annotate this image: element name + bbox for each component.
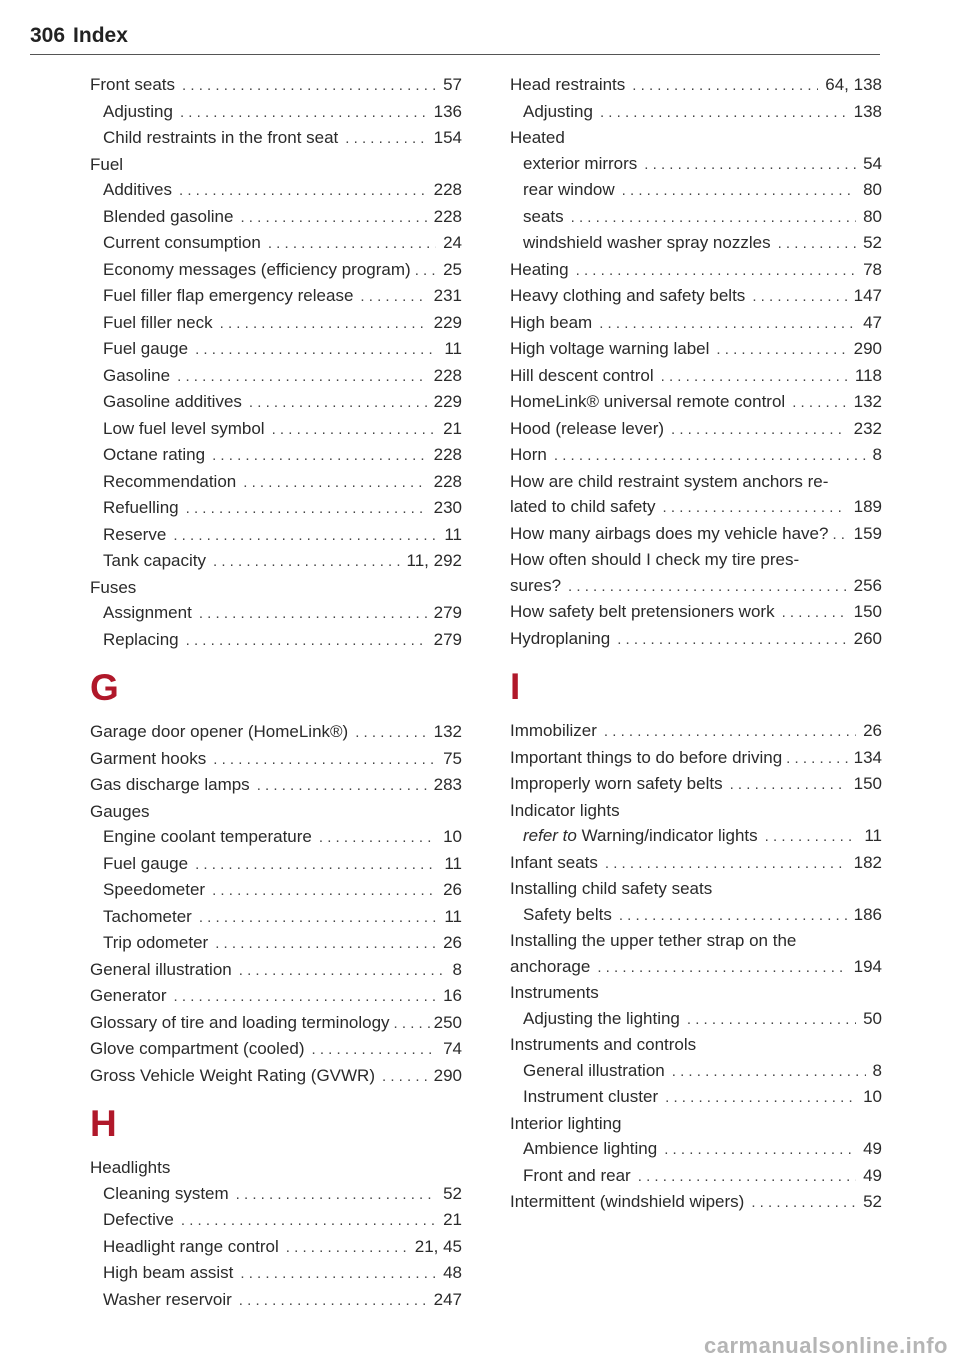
entry-term: Fuel gauge	[103, 339, 189, 358]
index-subentry	[510, 902, 882, 929]
index-heading-instruments-controls: Instruments and controls	[510, 1035, 697, 1054]
entry-term: Fuel filler flap emergency release	[103, 286, 354, 305]
index-entry	[510, 521, 882, 548]
entry-page: 118	[854, 365, 882, 385]
index-subentry	[90, 416, 462, 443]
index-entry	[510, 954, 882, 981]
entry-page: 26	[443, 880, 462, 899]
entry-page: 159	[853, 523, 882, 543]
entry-term: Adjusting	[103, 101, 173, 121]
index-entry	[510, 442, 882, 469]
entry-term: Low fuel level symbol	[103, 418, 265, 438]
index-entry	[510, 494, 882, 521]
index-subentry	[90, 904, 462, 931]
index-subentry	[90, 522, 462, 549]
entry-term: exterior mirrors	[523, 153, 638, 173]
index-heading-gauges: Gauges	[90, 801, 150, 821]
index-subentry	[90, 1234, 462, 1261]
index-entry	[510, 389, 882, 416]
entry-term: High voltage warning label	[510, 339, 710, 358]
entry-term: Gasoline	[103, 365, 171, 385]
entry-term: Infant seats	[510, 852, 598, 872]
index-subentry	[90, 627, 462, 654]
index-heading-heated: Heated	[510, 128, 565, 147]
index-subentry	[510, 204, 882, 231]
entry-page: 49	[863, 1165, 882, 1185]
entry-page: 75	[443, 748, 462, 768]
index-entry	[90, 772, 462, 799]
entry-page: 147	[853, 286, 882, 305]
entry-page: 78	[863, 259, 882, 279]
entry-term: Blended gasoline	[103, 206, 234, 226]
entry-page: 80	[863, 206, 882, 226]
entry-page: 150	[853, 602, 882, 621]
entry-term: anchorage	[510, 956, 591, 976]
page-title: Index	[73, 24, 128, 47]
index-column-right	[510, 72, 882, 1216]
index-entry	[90, 746, 462, 773]
entry-page: 279	[433, 629, 462, 649]
index-entry	[510, 283, 882, 310]
entry-page: 54	[863, 153, 882, 173]
entry-page: 52	[863, 1192, 882, 1211]
index-heading-instruments: Instruments	[510, 983, 599, 1002]
index-subentry	[90, 177, 462, 204]
entry-page: 154	[433, 128, 462, 147]
entry-term: Reserve	[103, 524, 167, 544]
entry-page: 57	[443, 75, 462, 94]
entry-term: lated to child safety	[510, 497, 656, 516]
entry-page: 8	[872, 445, 882, 464]
entry-term: Gross Vehicle Weight Rating (GVWR)	[90, 1065, 375, 1085]
entry-page: 47	[863, 312, 882, 332]
index-subentry	[90, 1260, 462, 1287]
entry-page: 228	[433, 471, 462, 491]
entry-page: 10	[863, 1087, 882, 1106]
entry-page: 132	[433, 722, 462, 741]
index-entry	[510, 745, 882, 772]
index-subentry	[90, 99, 462, 126]
entry-term: Glove compartment (cooled)	[90, 1039, 305, 1058]
entry-term: Heating	[510, 259, 569, 279]
entry-term: Engine coolant temperature	[103, 827, 312, 846]
entry-term: Replacing	[103, 629, 179, 649]
entry-term: Cleaning system	[103, 1183, 229, 1203]
entry-page: 232	[853, 418, 882, 438]
entry-term: Instrument cluster	[523, 1087, 659, 1106]
entry-page: 11	[444, 906, 462, 926]
entry-term: Hood (release lever)	[510, 418, 665, 438]
index-entry	[510, 336, 882, 363]
entry-page: 247	[433, 1289, 462, 1309]
watermark-text: carmanualsonline.info	[704, 1333, 948, 1358]
index-heading-installing: Installing child safety seats	[510, 879, 713, 898]
entry-page: 21, 45	[414, 1236, 462, 1256]
index-subentry	[510, 99, 882, 126]
entry-term: High beam assist	[103, 1263, 234, 1282]
entry-term: Trip odometer	[103, 933, 209, 952]
entry-term: Economy messages (efficiency program)	[103, 259, 411, 279]
index-heading-interior: Interior lighting	[510, 1113, 622, 1133]
entry-term: High beam	[510, 312, 593, 332]
index-entry	[90, 983, 462, 1010]
index-entry-wrapped: How often should I check my tire pres-	[510, 550, 800, 569]
entry-term: Recommendation	[103, 471, 237, 491]
index-subentry	[90, 230, 462, 257]
entry-term: General illustration	[90, 959, 232, 979]
index-heading-fuel: Fuel	[90, 154, 124, 174]
entry-term: Assignment	[103, 603, 192, 622]
entry-term: Garage door opener (HomeLink®)	[90, 722, 349, 741]
entry-term: Important things to do before driving	[510, 747, 783, 767]
entry-page: 52	[863, 233, 882, 252]
entry-term: Glossary of tire and loading terminology	[90, 1012, 390, 1032]
entry-page: 49	[863, 1139, 882, 1158]
entry-page: 230	[433, 498, 462, 517]
entry-term: rear window	[523, 180, 615, 199]
entry-page: 279	[433, 603, 462, 622]
index-subentry	[90, 851, 462, 878]
entry-term: Washer reservoir	[103, 1289, 232, 1309]
index-heading-fuses: Fuses	[90, 577, 137, 597]
page-number: 306	[30, 24, 66, 47]
entry-page: 80	[863, 180, 882, 199]
entry-term: Garment hooks	[90, 748, 207, 768]
entry-page: 228	[433, 445, 462, 464]
section-letter-g: G	[90, 667, 119, 708]
index-entry	[510, 310, 882, 337]
index-subentry	[90, 389, 462, 416]
entry-page: 11	[444, 524, 462, 544]
entry-term: Horn	[510, 445, 547, 464]
entry-term: windshield washer spray nozzles	[523, 233, 771, 252]
entry-term: Speedometer	[103, 880, 206, 899]
entry-page: 189	[853, 497, 882, 516]
entry-term: Defective	[103, 1210, 174, 1229]
index-entry	[510, 626, 882, 653]
entry-page: 8	[452, 959, 462, 979]
index-subentry	[510, 1163, 882, 1190]
entry-page: 25	[443, 259, 462, 279]
entry-page: 11, 292	[406, 551, 462, 570]
entry-page: 229	[433, 392, 462, 411]
index-entry	[510, 72, 882, 99]
index-subentry	[90, 1287, 462, 1314]
entry-page: 228	[433, 180, 462, 199]
entry-term: sures?	[510, 575, 562, 595]
index-entry	[510, 363, 882, 390]
index-subentry	[90, 1207, 462, 1234]
entry-page: 24	[443, 233, 462, 252]
index-subentry	[90, 548, 462, 575]
index-subentry	[510, 1084, 882, 1111]
index-subentry	[510, 177, 882, 204]
entry-term: Fuel filler neck	[103, 312, 213, 332]
entry-term: Hydroplaning	[510, 628, 611, 648]
entry-term: Front and rear	[523, 1165, 631, 1185]
index-heading-headlights: Headlights	[90, 1158, 171, 1177]
entry-page: 48	[443, 1263, 462, 1282]
index-subentry	[90, 600, 462, 627]
entry-page: 21	[443, 418, 462, 438]
entry-page: 74	[443, 1039, 462, 1058]
entry-page: 229	[433, 312, 462, 332]
entry-page: 134	[853, 747, 882, 767]
index-subentry	[90, 125, 462, 152]
entry-page: 290	[853, 339, 882, 358]
index-subentry	[510, 230, 882, 257]
index-subentry	[90, 1181, 462, 1208]
entry-page: 283	[433, 775, 462, 794]
index-entry	[90, 957, 462, 984]
entry-page: 260	[853, 628, 882, 648]
index-column-left	[90, 72, 462, 1313]
entry-term: Generator	[90, 986, 167, 1005]
entry-page: 231	[433, 286, 462, 305]
index-heading-indicator: Indicator lights	[510, 800, 620, 820]
index-subentry	[510, 1006, 882, 1033]
entry-page: 10	[443, 827, 462, 846]
entry-term: How safety belt pretensioners work	[510, 602, 775, 621]
index-subentry	[90, 469, 462, 496]
index-entry	[510, 599, 882, 626]
index-entry	[510, 257, 882, 284]
entry-term: How many airbags does my vehicle have?	[510, 523, 829, 543]
entry-term	[523, 823, 758, 849]
entry-page: 290	[433, 1065, 462, 1085]
entry-page: 228	[433, 206, 462, 226]
entry-page: 256	[853, 575, 882, 595]
entry-page: 52	[443, 1183, 462, 1203]
entry-term: Child restraints in the front seat	[103, 128, 339, 147]
index-subentry	[90, 257, 462, 284]
index-subentry	[90, 363, 462, 390]
entry-term: Additives	[103, 180, 172, 199]
entry-page: 11	[444, 853, 462, 873]
entry-page: 182	[853, 852, 882, 872]
index-entry	[90, 1036, 462, 1063]
entry-term: Tank capacity	[103, 551, 206, 570]
entry-term: Head restraints	[510, 75, 626, 94]
entry-page: 150	[853, 774, 882, 793]
entry-page: 21	[443, 1210, 462, 1229]
entry-page: 26	[443, 933, 462, 952]
entry-term: Immobilizer	[510, 721, 597, 740]
entry-page: 138	[853, 101, 882, 121]
entry-term: seats	[523, 206, 564, 226]
entry-term: Fuel gauge	[103, 853, 189, 873]
index-entry	[90, 1063, 462, 1090]
index-entry	[90, 719, 462, 746]
cross-reference-target: Warning/indicator lights	[581, 826, 758, 845]
entry-page: 194	[853, 956, 882, 976]
index-entry	[510, 771, 882, 798]
index-entry	[90, 72, 462, 99]
entry-page: 64, 138	[825, 75, 882, 94]
index-entry	[90, 1010, 462, 1037]
entry-term: Ambience lighting	[523, 1139, 658, 1158]
index-subentry	[510, 151, 882, 178]
index-entry-wrapped: How are child restraint system anchors re-	[510, 471, 829, 491]
entry-term: Improperly worn safety belts	[510, 774, 723, 793]
entry-page: 228	[433, 365, 462, 385]
entry-term: Front seats	[90, 75, 176, 94]
entry-term: Intermittent (windshield wipers)	[510, 1192, 745, 1211]
entry-term: HomeLink® universal remote control	[510, 392, 786, 411]
entry-term: Refuelling	[103, 498, 179, 517]
index-subentry	[90, 824, 462, 851]
index-entry	[510, 850, 882, 877]
entry-page: 132	[853, 392, 882, 411]
entry-page: 8	[872, 1060, 882, 1080]
section-letter-h: H	[90, 1103, 117, 1144]
entry-page: 16	[443, 986, 462, 1005]
entry-page: 186	[853, 904, 882, 924]
entry-term: Headlight range control	[103, 1236, 279, 1256]
index-subentry	[90, 204, 462, 231]
entry-term: Adjusting	[523, 101, 593, 121]
index-subentry	[90, 442, 462, 469]
index-subentry	[90, 877, 462, 904]
entry-term: Current consumption	[103, 233, 261, 252]
index-entry	[510, 1189, 882, 1216]
index-subentry	[510, 823, 882, 850]
index-entry-wrapped: Installing the upper tether strap on the	[510, 931, 797, 950]
index-subentry	[90, 310, 462, 337]
entry-page: 250	[433, 1012, 462, 1032]
cross-reference-label: refer to	[523, 826, 577, 845]
entry-term: Gas discharge lamps	[90, 775, 250, 794]
index-subentry	[90, 930, 462, 957]
entry-term: Tachometer	[103, 906, 192, 926]
entry-page: 11	[864, 826, 882, 845]
entry-page: 136	[433, 101, 462, 121]
index-subentry	[510, 1058, 882, 1085]
entry-page: 26	[863, 721, 882, 740]
entry-term: General illustration	[523, 1060, 665, 1080]
page-header	[30, 24, 880, 55]
index-subentry	[510, 1136, 882, 1163]
entry-term: Octane rating	[103, 445, 206, 464]
index-subentry	[90, 336, 462, 363]
section-letter-i: I	[510, 666, 521, 707]
entry-term: Hill descent control	[510, 365, 654, 385]
entry-page: 50	[863, 1008, 882, 1028]
index-entry	[510, 416, 882, 443]
index-entry	[510, 573, 882, 600]
entry-term: Safety belts	[523, 904, 612, 924]
entry-term: Heavy clothing and safety belts	[510, 286, 746, 305]
index-subentry	[90, 495, 462, 522]
entry-term: Adjusting the lighting	[523, 1008, 680, 1028]
entry-page: 11	[444, 339, 462, 358]
entry-term: Gasoline additives	[103, 392, 242, 411]
index-entry	[510, 718, 882, 745]
index-subentry	[90, 283, 462, 310]
